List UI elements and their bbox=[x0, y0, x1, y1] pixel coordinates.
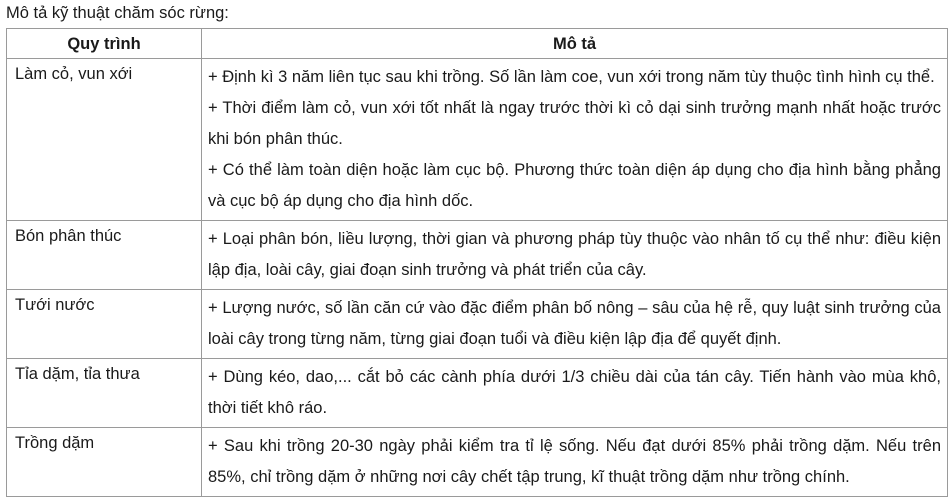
row-step: Trồng dặm bbox=[7, 428, 202, 497]
description-paragraph: + Dùng kéo, dao,... cắt bỏ các cành phía dưới 1/3 chiều dài của tán cây. Tiến hành vào mùa khô, thời tiết khô ráo. bbox=[208, 368, 941, 417]
row-description bbox=[202, 59, 948, 221]
row-step: Bón phân thúc bbox=[7, 221, 202, 290]
row-step: Tưới nước bbox=[7, 290, 202, 359]
description-paragraph: + Lượng nước, số lần căn cứ vào đặc điểm phân bố nông – sâu của hệ rễ, quy luật sinh trưởng của loài cây trong từng năm, từng giai đoạn tuổi và điều kiện lập địa để quyết định. bbox=[208, 299, 941, 348]
table-row bbox=[7, 221, 948, 290]
forest-care-table bbox=[6, 28, 948, 497]
row-description bbox=[202, 290, 948, 359]
table-row bbox=[7, 59, 948, 221]
description-paragraph: + Định kì 3 năm liên tục sau khi trồng. Số lần làm coe, vun xới trong năm tùy thuộc tình hình cụ thể. bbox=[208, 68, 935, 86]
table-row bbox=[7, 428, 948, 497]
row-description bbox=[202, 428, 948, 497]
description-paragraph: + Thời điểm làm cỏ, vun xới tốt nhất là ngay trước thời kì cỏ dại sinh trưởng mạnh nhất hoặc trước khi bón phân thúc. bbox=[208, 99, 941, 148]
header-process: Quy trình bbox=[7, 29, 202, 59]
table-row bbox=[7, 290, 948, 359]
row-description bbox=[202, 359, 948, 428]
document-heading: Mô tả kỹ thuật chăm sóc rừng: bbox=[6, 4, 229, 22]
table-header-row bbox=[7, 29, 948, 59]
table-row bbox=[7, 359, 948, 428]
row-step: Làm cỏ, vun xới bbox=[7, 59, 202, 221]
description-paragraph: + Sau khi trồng 20-30 ngày phải kiểm tra tỉ lệ sống. Nếu đạt dưới 85% phải trồng dặm. Nếu trên 85%, chỉ trồng dặm ở những nơi cây chết tập trung, kĩ thuật trồng dặm như trồng chính. bbox=[208, 437, 941, 486]
row-step: Tỉa dặm, tỉa thưa bbox=[7, 359, 202, 428]
row-description bbox=[202, 221, 948, 290]
header-description: Mô tả bbox=[202, 29, 948, 59]
description-paragraph: + Loại phân bón, liều lượng, thời gian và phương pháp tùy thuộc vào nhân tố cụ thể như: điều kiện lập địa, loài cây, giai đoạn sinh trưởng và phát triển của cây. bbox=[208, 230, 941, 279]
description-paragraph: + Có thể làm toàn diện hoặc làm cục bộ. Phương thức toàn diện áp dụng cho địa hình bằng phẳng và cục bộ áp dụng cho địa hình dốc. bbox=[208, 161, 941, 210]
